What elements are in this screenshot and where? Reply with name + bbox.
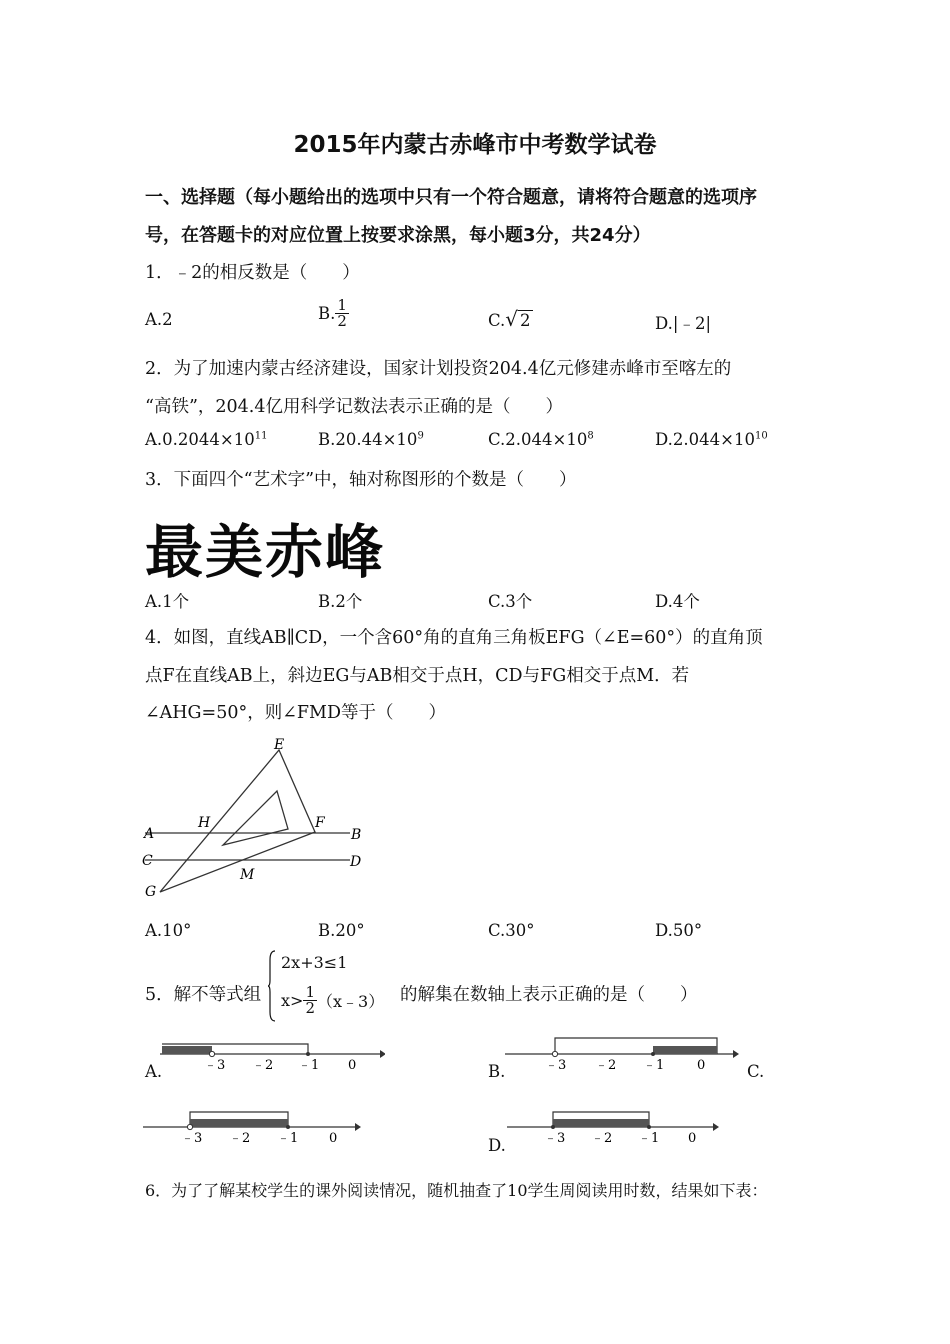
- q1-option-c-prefix: C.: [488, 311, 506, 330]
- label-a: A: [144, 826, 155, 842]
- label-m: M: [240, 867, 255, 883]
- tick-neg2: ﹣2: [591, 1131, 613, 1146]
- q2-option-c-text: C.2.044×10: [488, 430, 588, 449]
- q6-stem: 6．为了了解某校学生的课外阅读情况，随机抽查了10学生周阅读用时数，结果如下表：: [145, 1181, 768, 1200]
- section-heading-line1: 一、选择题（每小题给出的选项中只有一个符合题意，请将符合题意的选项序: [145, 187, 757, 208]
- tick-neg2: ﹣2: [229, 1131, 251, 1146]
- q5-ineq2-suffix: （x﹣3）: [316, 992, 385, 1011]
- q2-stem-line2: “高铁”，204.4亿用科学记数法表示正确的是（ ）: [145, 397, 563, 417]
- label-h: H: [198, 815, 211, 831]
- q2-stem-line1: 2．为了加速内蒙古经济建设，国家计划投资204.4亿元修建赤峰市至喀左的: [145, 359, 732, 379]
- q3-option-b: B.2个: [318, 592, 363, 611]
- q5-ineq2-denominator: 2: [305, 999, 315, 1017]
- q2-option-b: [318, 430, 424, 449]
- q3-stem: 3．下面四个“艺术字”中，轴对称图形的个数是（ ）: [145, 470, 577, 490]
- q2-option-b-text: B.20.44×10: [318, 430, 418, 449]
- q5-option-d-number-line: [507, 1105, 727, 1147]
- triangle-efg-inner: [223, 791, 288, 845]
- q1-stem: 1．﹣2的相反数是（ ）: [145, 263, 360, 283]
- q2-option-a-text: A.0.2044×10: [145, 430, 255, 449]
- q5-suffix: 的解集在数轴上表示正确的是（ ）: [400, 985, 698, 1005]
- q1-option-a: A.2: [145, 310, 173, 329]
- q5-option-a-number-line: [160, 1036, 385, 1076]
- tick-neg2: ﹣2: [595, 1058, 617, 1073]
- q5-option-d-label: D.: [488, 1136, 506, 1155]
- q2-option-c: [488, 430, 594, 449]
- q1-option-b-fraction: [335, 298, 349, 329]
- q2-option-d: [655, 430, 768, 449]
- q4-geometry-figure: [140, 735, 380, 905]
- tick-neg3: ﹣3: [545, 1058, 567, 1073]
- tick-neg3: ﹣3: [544, 1131, 566, 1146]
- q3-option-a: A.1个: [145, 592, 190, 611]
- label-b: B: [351, 827, 362, 843]
- q4-stem-line3: ∠AHG=50°，则∠FMD等于（ ）: [145, 703, 446, 723]
- q2-option-a-exponent: 11: [254, 430, 268, 442]
- tick-zero: 0: [697, 1058, 706, 1073]
- q5-option-c-number-line: [143, 1105, 368, 1147]
- q5-prefix: 5．解不等式组: [145, 985, 262, 1005]
- page-title: 2015年内蒙古赤峰市中考数学试卷: [293, 132, 657, 158]
- label-g: G: [145, 884, 157, 900]
- section-heading-line2: 号，在答题卡的对应位置上按要求涂黑，每小题3分，共24分）: [145, 225, 651, 246]
- q5-inequality-2: [281, 985, 384, 1016]
- q1-option-b-denominator: 2: [337, 312, 347, 330]
- q5-inequality-1: 2x+3≤1: [281, 953, 348, 972]
- q5-ineq2-prefix: x>: [281, 991, 304, 1010]
- q2-option-a: [145, 430, 267, 449]
- tick-zero: 0: [329, 1131, 338, 1146]
- q3-option-c: C.3个: [488, 592, 533, 611]
- label-e: E: [274, 737, 285, 753]
- q4-option-d: D.50°: [655, 921, 703, 940]
- q4-stem-line2: 点F在直线AB上，斜边EG与AB相交于点H，CD与FG相交于点M．若: [145, 666, 690, 686]
- q4-stem-line1: 4．如图，直线AB∥CD，一个含60°角的直角三角板EFG（∠E=60°）的直角顶: [145, 628, 763, 648]
- tick-zero: 0: [688, 1131, 697, 1146]
- q2-option-b-exponent: 9: [417, 430, 424, 442]
- q5-option-b-label: B.: [488, 1062, 506, 1081]
- tick-neg1: ﹣1: [298, 1058, 320, 1073]
- q4-option-c: C.30°: [488, 921, 535, 940]
- tick-neg1: ﹣1: [638, 1131, 660, 1146]
- q5-ineq2-numerator: 1: [305, 983, 315, 1001]
- label-c: C: [142, 853, 153, 869]
- q2-option-d-exponent: 10: [754, 430, 768, 442]
- q1-option-c: [488, 307, 533, 331]
- q1-option-d: D.|﹣2|: [655, 314, 712, 333]
- art-characters-image: 最美赤峰: [145, 518, 386, 586]
- q2-option-c-exponent: 8: [587, 430, 594, 442]
- tick-neg3: ﹣3: [204, 1058, 226, 1073]
- q5-option-c-label: C.: [747, 1062, 765, 1081]
- tick-neg1: ﹣1: [643, 1058, 665, 1073]
- label-d: D: [350, 854, 362, 870]
- tick-neg1: ﹣1: [277, 1131, 299, 1146]
- tick-zero: 0: [348, 1058, 357, 1073]
- label-f: F: [315, 815, 325, 831]
- q5-option-a-label: A.: [145, 1062, 163, 1081]
- tick-neg2: ﹣2: [252, 1058, 274, 1073]
- q5-option-b-number-line: [505, 1036, 740, 1076]
- sqrt-symbol: √: [505, 307, 519, 331]
- q2-option-d-text: D.2.044×10: [655, 430, 755, 449]
- q1-option-b-numerator: 1: [337, 296, 347, 314]
- triangle-efg-outer: [160, 750, 315, 892]
- tick-neg3: ﹣3: [181, 1131, 203, 1146]
- q1-option-c-radicand: 2: [520, 311, 531, 330]
- q1-option-b-prefix: B.: [318, 304, 336, 323]
- q3-option-d: D.4个: [655, 592, 700, 611]
- q1-option-b: [318, 298, 349, 329]
- q4-option-a: A.10°: [145, 921, 192, 940]
- q5-ineq2-fraction: [303, 985, 317, 1016]
- q4-option-b: B.20°: [318, 921, 365, 940]
- system-brace: [268, 950, 276, 1022]
